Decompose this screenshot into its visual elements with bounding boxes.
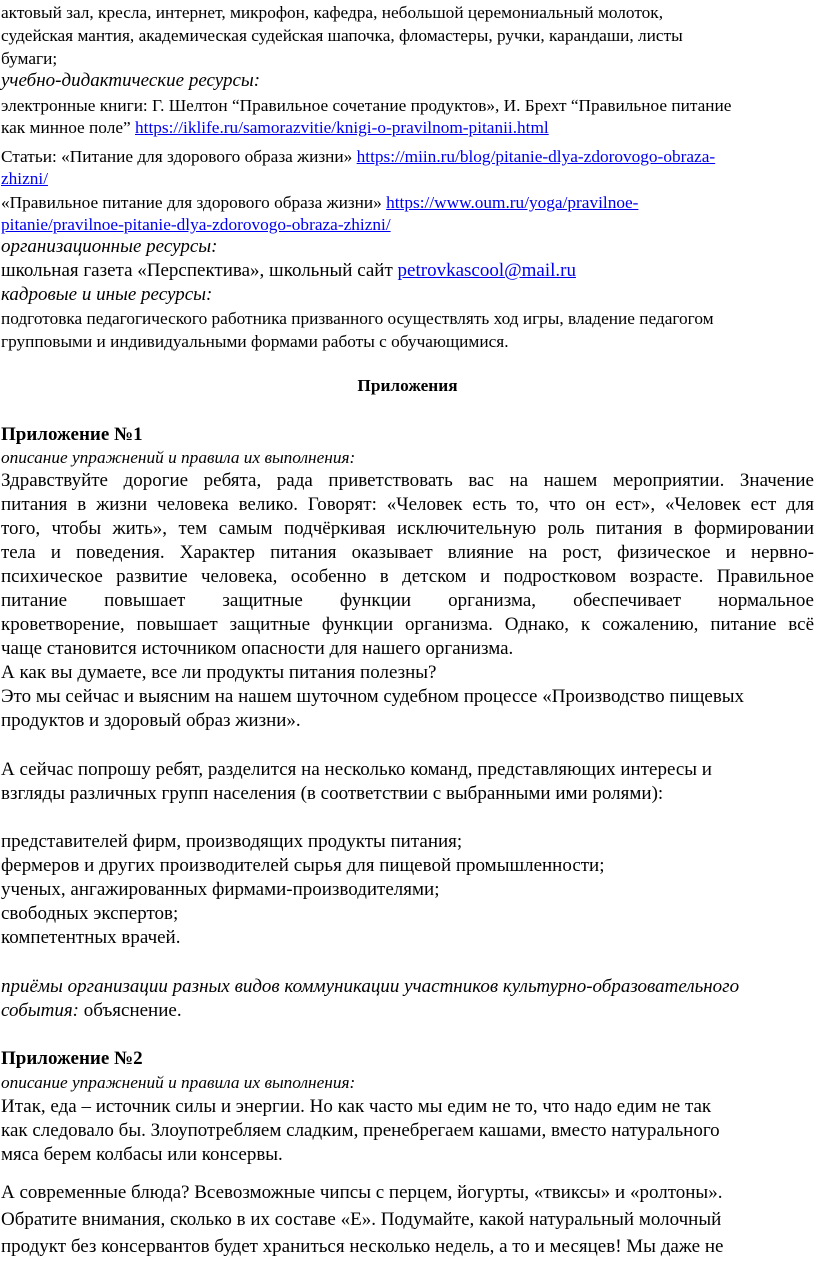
appendix1-paragraph-line: психическое развитие человека, особенно в детском и подростковом возрасте. Правильное bbox=[1, 566, 814, 587]
article-link-oum-cont[interactable]: pitanie/pravilnoe-pitanie-dlya-zdorovogo-obraza-zhizni/ bbox=[1, 215, 391, 234]
staff-line: групповыми и индивидуальными формами работы с обучающимися. bbox=[1, 332, 509, 351]
article-text: «Правильное питание для здорового образа жизни» bbox=[1, 193, 387, 212]
appendix2-paragraph-line: Обратите внимания, сколько в их составе «Е». Подумайте, какой натуральный молочный bbox=[1, 1209, 722, 1230]
appendix2-paragraph-line: как следовало бы. Злоупотребляем сладким, пренебрегаем кашами, вместо натурального bbox=[1, 1120, 720, 1141]
appendix2-title: Приложение №2 bbox=[1, 1048, 143, 1069]
didactic-resources-heading: учебно-дидактические ресурсы: bbox=[1, 70, 261, 91]
appendix1-paragraph-line: тела и поведения. Характер питания оказывает влияние на рост, физическое и нервно- bbox=[1, 542, 814, 563]
appendix1-paragraph-line: Здравствуйте дорогие ребята, рада приветствовать вас на нашем мероприятии. Значение bbox=[1, 470, 814, 491]
article-line bbox=[1, 167, 814, 191]
intro-line: бумаги; bbox=[1, 49, 58, 68]
role-item: свободных экспертов; bbox=[1, 903, 179, 924]
article-link-miin[interactable]: https://miin.ru/blog/pitanie-dlya-zdorovogo-obraza- bbox=[356, 147, 716, 166]
staff-line: подготовка педагогического работника призванного осуществлять ход игры, владение педагогом bbox=[1, 309, 714, 328]
org-resources-heading: организационные ресурсы: bbox=[1, 236, 218, 257]
school-email-link[interactable]: petrovkascool@mail.ru bbox=[397, 260, 576, 281]
appendices-title: Приложения bbox=[357, 376, 458, 395]
appendix1-paragraph-line: питания в жизни человека велико. Говорят: «Человек есть то, что он ест», «Человек ест для bbox=[1, 494, 814, 515]
ebooks-link[interactable]: https://iklife.ru/samorazvitie/knigi-o-pravilnom-pitanii.html bbox=[135, 118, 549, 137]
appendix1-answer-line: продуктов и здоровый образ жизни». bbox=[1, 710, 301, 731]
ebooks-text: как минное поле” bbox=[1, 118, 135, 137]
article-line bbox=[1, 191, 814, 215]
article-link-oum[interactable]: https://www.oum.ru/yoga/pravilnoe- bbox=[386, 193, 639, 212]
intro-line: судейская мантия, академическая судейская шапочка, фломастеры, ручки, карандаши, листы bbox=[1, 26, 683, 45]
appendix1-paragraph-line: питание повышает защитные функции организма, обеспечивает нормальное bbox=[1, 590, 814, 611]
techniques-line: приёмы организации разных видов коммуникации участников культурно-образовательного bbox=[1, 976, 740, 997]
article-text: Статьи: «Питание для здорового образа жизни» bbox=[1, 147, 357, 166]
article-line bbox=[1, 145, 814, 169]
ebooks-line bbox=[1, 116, 814, 140]
article-link-miin-cont[interactable]: zhizni/ bbox=[1, 169, 49, 188]
appendix1-answer-line: Это мы сейчас и выясним на нашем шуточном судебном процессе «Производство пищевых bbox=[1, 686, 745, 707]
techniques-line bbox=[1, 999, 814, 1023]
role-item: представителей фирм, производящих продукты питания; bbox=[1, 831, 463, 852]
appendix1-title: Приложение №1 bbox=[1, 424, 143, 445]
appendix1-question: А как вы думаете, все ли продукты питания полезны? bbox=[1, 662, 437, 683]
role-item: ученых, ангажированных фирмами-производителями; bbox=[1, 879, 440, 900]
intro-line: актовый зал, кресла, интернет, микрофон, кафедра, небольшой церемониальный молоток, bbox=[1, 3, 664, 22]
ebooks-line: электронные книги: Г. Шелтон “Правильное сочетание продуктов», И. Брехт “Правильное питание bbox=[1, 96, 732, 115]
appendix1-paragraph-line: того, чтобы жить», тем самым подчёркивая исключительную роль питания в формировании bbox=[1, 518, 814, 539]
role-item: фермеров и других производителей сырья для пищевой промышленности; bbox=[1, 855, 605, 876]
appendix2-paragraph-line: Итак, еда – источник силы и энергии. Но как часто мы едим не то, что надо едим не так bbox=[1, 1096, 712, 1117]
appendix2-paragraph-line: продукт без консервантов будет храниться несколько недель, а то и месяцев! Мы даже не bbox=[1, 1236, 724, 1257]
org-line bbox=[1, 259, 814, 283]
appendix1-paragraph-line: чаще становится источником опасности для нашего организма. bbox=[1, 638, 514, 659]
staff-resources-heading: кадровые и иные ресурсы: bbox=[1, 284, 213, 305]
appendix1-teams-line: А сейчас попрошу ребят, разделится на несколько команд, представляющих интересы и bbox=[1, 759, 712, 780]
appendix1-paragraph-line: кроветворение, повышает защитные функции организма. Однако, к сожалению, питание всё bbox=[1, 614, 814, 635]
techniques-label: события: bbox=[1, 1000, 80, 1021]
role-item: компетентных врачей. bbox=[1, 927, 181, 948]
appendix2-subtitle: описание упражнений и правила их выполнения: bbox=[1, 1073, 356, 1092]
org-text: школьная газета «Перспектива», школьный сайт bbox=[1, 260, 398, 281]
appendix2-paragraph-line: мяса берем колбасы или консервы. bbox=[1, 1144, 283, 1165]
appendix1-teams-line: взгляды различных групп населения (в соответствии с выбранными ими ролями): bbox=[1, 783, 664, 804]
appendix2-paragraph-line: А современные блюда? Всевозможные чипсы с перцем, йогурты, «твиксы» и «ролтоны». bbox=[1, 1182, 723, 1203]
techniques-value: объяснение. bbox=[79, 1000, 182, 1021]
appendix1-subtitle: описание упражнений и правила их выполнения: bbox=[1, 448, 356, 467]
article-line bbox=[1, 213, 814, 237]
